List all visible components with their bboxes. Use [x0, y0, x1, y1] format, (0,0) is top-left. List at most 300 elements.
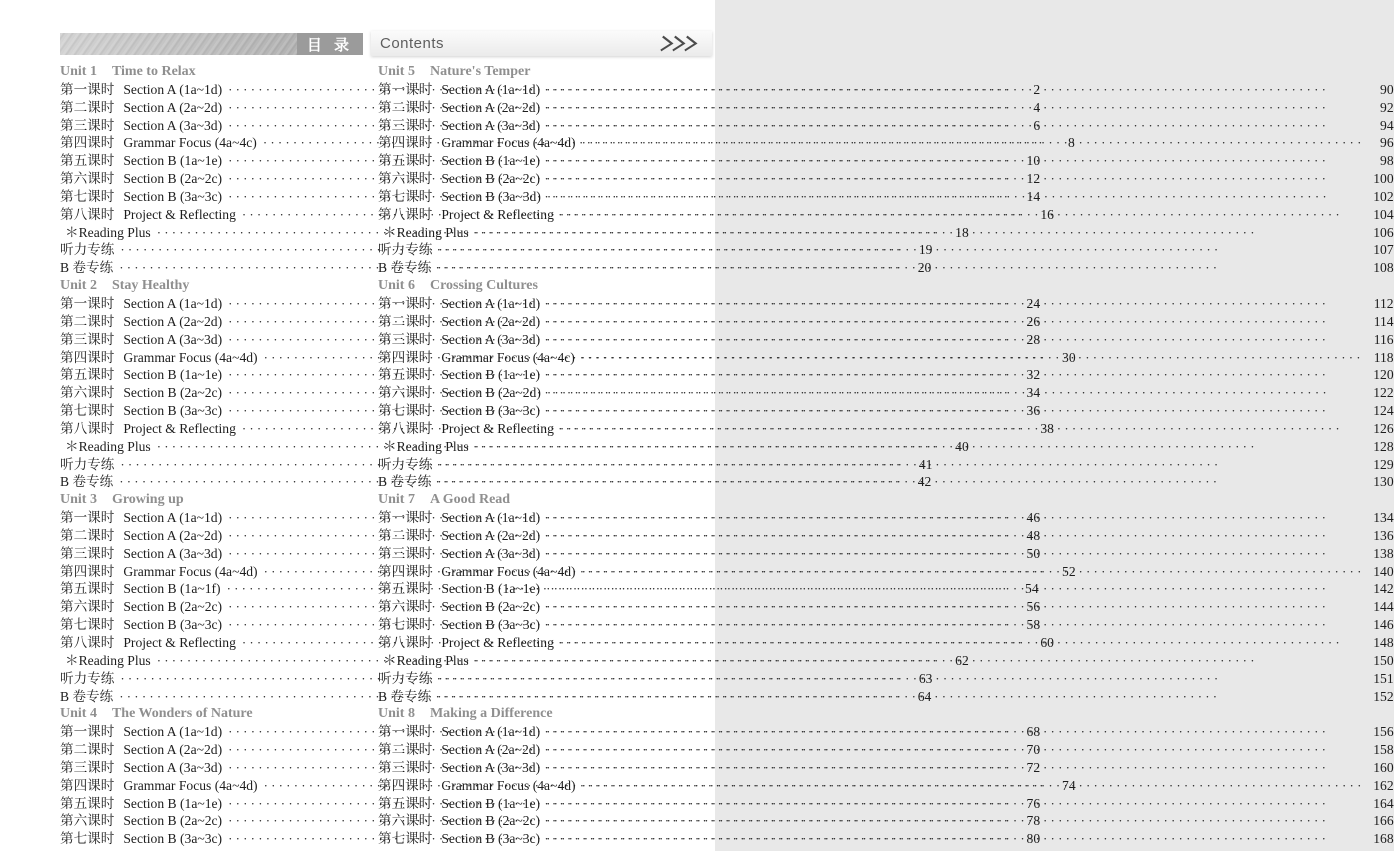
- unit-number: Unit 3: [60, 492, 97, 508]
- dot-leader: [560, 206, 1365, 224]
- lesson-title: ＊Reading Plus: [383, 652, 469, 668]
- page-number: 136: [1373, 527, 1394, 543]
- toc-entry: [378, 349, 1394, 367]
- page-number: 118: [1373, 349, 1394, 365]
- toc-entry: [378, 652, 1394, 670]
- page-number: 80: [1026, 831, 1041, 847]
- unit-heading: [378, 63, 1394, 81]
- lesson-label: 第七课时: [378, 403, 433, 419]
- lesson-title: Section A (1a~1d): [123, 81, 223, 97]
- toc-entry: [60, 616, 1041, 634]
- toc-entry: [378, 634, 1394, 652]
- page-number: 92: [1380, 99, 1394, 115]
- lesson-label: 第二课时: [60, 313, 115, 329]
- lesson-label: 第六课时: [60, 171, 115, 187]
- toc-entry: [378, 545, 1394, 563]
- lesson-title: Section B (3a~3c): [123, 831, 223, 847]
- lesson-title: Section B (1a~1e): [441, 795, 541, 811]
- page-number: 90: [1380, 81, 1394, 97]
- toc-entry: [60, 313, 1041, 331]
- page-number: 100: [1373, 171, 1394, 187]
- dot-leader: [437, 259, 1364, 277]
- page-number: 107: [1373, 242, 1394, 258]
- lesson-label: 第二课时: [60, 99, 115, 115]
- dot-leader: [560, 634, 1365, 652]
- lesson-title: Section A (2a~2d): [123, 99, 223, 115]
- lesson-label: 第八课时: [378, 206, 433, 222]
- lesson-label: 第六课时: [378, 813, 433, 829]
- lesson-label: 第六课时: [60, 813, 115, 829]
- toc-entry: [378, 420, 1394, 438]
- dot-leader: [546, 795, 1365, 813]
- toc-entry: [60, 152, 1041, 170]
- toc-entry: [60, 509, 1041, 527]
- unit-heading: [60, 705, 361, 723]
- page-number: 36: [1026, 403, 1041, 419]
- dot-leader: [546, 81, 1365, 99]
- page-number: 158: [1373, 742, 1394, 758]
- lesson-label: 第一课时: [60, 295, 115, 311]
- toc-entry: [60, 241, 933, 259]
- lesson-title: Section A (1a~1d): [441, 510, 541, 526]
- dot-leader: [438, 241, 1364, 259]
- toc-entry: [60, 812, 1041, 830]
- lesson-title: Section A (3a~3d): [441, 545, 541, 561]
- dot-leader: [546, 598, 1365, 616]
- dot-leader: [546, 117, 1365, 135]
- lesson-label: 第四课时: [60, 349, 115, 365]
- dot-leader: [546, 723, 1365, 741]
- toc-entry: [60, 402, 1041, 420]
- lesson-title: Section B (1a~1e): [123, 795, 223, 811]
- page-number: 14: [1026, 188, 1041, 204]
- page-number: 28: [1026, 331, 1041, 347]
- toc-entry: [60, 331, 1041, 349]
- lesson-label: 第七课时: [60, 188, 115, 204]
- lesson-title: 听力专练: [378, 456, 433, 472]
- page-number: 24: [1026, 295, 1041, 311]
- lesson-title: 听力专练: [60, 456, 115, 472]
- page-number: 148: [1373, 635, 1394, 650]
- dot-leader: [582, 777, 1365, 795]
- toc-title-box: [297, 33, 363, 55]
- toc-banner: [60, 33, 363, 55]
- lesson-label: 第二课时: [378, 99, 433, 115]
- toc-entry: [378, 795, 1394, 813]
- lesson-label: 第二课时: [378, 742, 433, 758]
- dot-leader: [582, 563, 1365, 581]
- lesson-label: 第五课时: [60, 581, 115, 597]
- unit-heading: [60, 277, 361, 295]
- page-number: 156: [1373, 724, 1394, 740]
- dot-leader: [581, 349, 1365, 367]
- lesson-title: Grammar Focus (4a~4d): [123, 777, 258, 793]
- page-number: 26: [1026, 313, 1041, 329]
- page-number: 63: [918, 670, 933, 686]
- toc-entry: [60, 598, 1041, 616]
- unit-number: Unit 4: [60, 706, 97, 722]
- page-number: 150: [1373, 652, 1394, 668]
- lesson-title: 听力专练: [60, 670, 115, 686]
- lesson-label: 第八课时: [60, 206, 115, 222]
- dot-leader: [546, 830, 1365, 848]
- dot-leader: [546, 170, 1365, 188]
- toc-entry: [60, 634, 1054, 652]
- contents-banner: [371, 31, 712, 56]
- toc-entry: [378, 99, 1394, 117]
- page-number: 30: [1062, 349, 1076, 365]
- dot-leader: [546, 509, 1365, 527]
- lesson-title: Section B (2a~2c): [123, 599, 223, 615]
- lesson-label: 第五课时: [60, 367, 115, 383]
- toc-entry: [378, 670, 1394, 688]
- page-number: 96: [1380, 135, 1394, 151]
- toc-entry: [378, 170, 1394, 188]
- page-number: 151: [1373, 670, 1394, 686]
- toc-entry: [60, 670, 933, 688]
- lesson-title: Section B (2a~2c): [441, 599, 541, 615]
- lesson-title: Project & Reflecting: [441, 635, 554, 650]
- lesson-label: 第八课时: [378, 635, 433, 650]
- lesson-label: 第三课时: [378, 759, 433, 775]
- page-number: 42: [917, 474, 932, 490]
- page-number: 6: [1033, 117, 1041, 133]
- toc-entry: [60, 795, 1041, 813]
- toc-entry: [60, 652, 969, 670]
- page-number: 126: [1373, 420, 1394, 436]
- toc-entry: [60, 224, 969, 242]
- dot-leader: [437, 473, 1364, 491]
- page-number: 162: [1373, 777, 1394, 793]
- lesson-label: 第五课时: [378, 795, 433, 811]
- toc-entry: [60, 545, 1041, 563]
- lesson-label: 第四课时: [60, 777, 115, 793]
- page-number: 130: [1373, 474, 1394, 490]
- page-number: 46: [1026, 510, 1041, 526]
- lesson-title: Section B (3a~3c): [123, 403, 223, 419]
- lesson-label: 第八课时: [378, 420, 433, 436]
- page-number: 164: [1373, 795, 1394, 811]
- toc-entry: [60, 259, 932, 277]
- unit-number: Unit 6: [378, 278, 415, 294]
- page-number: 152: [1373, 688, 1394, 704]
- toc-entry: [378, 295, 1394, 313]
- toc-entry: [60, 527, 1041, 545]
- lesson-title: 听力专练: [378, 242, 433, 258]
- lesson-label: 第一课时: [378, 81, 433, 97]
- page-number: 56: [1026, 599, 1041, 615]
- lesson-title: Section A (1a~1d): [123, 510, 223, 526]
- toc-column-right: [378, 63, 1394, 851]
- lesson-title: Section B (2a~2c): [123, 385, 223, 401]
- dot-leader: [475, 652, 1365, 670]
- toc-entry: [378, 384, 1394, 402]
- lesson-label: 第七课时: [378, 831, 433, 847]
- toc-entry: [378, 81, 1394, 99]
- lesson-label: 第四课时: [378, 135, 433, 151]
- unit-title: Stay Healthy: [111, 278, 190, 294]
- page-number: 41: [918, 456, 933, 472]
- toc-entry: [378, 224, 1394, 242]
- triple-chevron-icon: [654, 35, 698, 52]
- toc-entry: [60, 206, 1054, 224]
- toc-entry: [60, 777, 1076, 795]
- dot-leader: [438, 456, 1364, 474]
- lesson-title: Section B (1a~1f): [123, 581, 221, 597]
- lesson-title: Section A (2a~2d): [123, 313, 223, 329]
- unit-heading: [378, 705, 1394, 723]
- page-number: 140: [1373, 563, 1394, 579]
- toc-title: 目 录: [306, 36, 353, 54]
- toc-entry: [60, 688, 932, 706]
- lesson-title: Section B (2a~2c): [441, 171, 541, 187]
- page-number: 78: [1026, 813, 1041, 829]
- toc-entry: [378, 188, 1394, 206]
- toc-entry: [378, 509, 1394, 527]
- lesson-title: Section B (2a~2d): [441, 385, 541, 401]
- lesson-title: Grammar Focus (4a~4d): [123, 349, 258, 365]
- dot-leader: [582, 134, 1365, 152]
- lesson-label: 第六课时: [60, 599, 115, 615]
- lesson-label: 第六课时: [378, 385, 433, 401]
- lesson-title: Grammar Focus (4a~4d): [441, 563, 576, 579]
- lesson-title: Section B (2a~2c): [123, 813, 223, 829]
- page-number: 128: [1373, 438, 1394, 454]
- lesson-title: Section A (1a~1d): [441, 724, 541, 740]
- toc-entry: [60, 723, 1041, 741]
- unit-title: Nature's Temper: [429, 64, 531, 79]
- lesson-label: 第八课时: [60, 635, 115, 650]
- lesson-label: 第七课时: [60, 617, 115, 633]
- toc-entry: [60, 99, 1041, 117]
- toc-entry: [378, 438, 1394, 456]
- unit-number: Unit 5: [378, 64, 415, 79]
- lesson-title: ＊Reading Plus: [65, 438, 151, 454]
- toc-entry: [60, 438, 969, 456]
- toc-entry: [378, 741, 1394, 759]
- lesson-title: Section B (3a~3d): [441, 188, 541, 204]
- lesson-title: Section A (2a~2d): [123, 742, 223, 758]
- page-number: 122: [1373, 385, 1394, 401]
- lesson-title: Section B (2a~2c): [441, 813, 541, 829]
- toc-entry: [378, 598, 1394, 616]
- lesson-title: ＊Reading Plus: [65, 652, 151, 668]
- lesson-label: 第二课时: [60, 527, 115, 543]
- page-number: 12: [1026, 171, 1041, 187]
- lesson-title: Grammar Focus (4a~4d): [123, 563, 258, 579]
- lesson-label: 第六课时: [378, 599, 433, 615]
- lesson-title: ＊Reading Plus: [383, 224, 469, 240]
- page-number: 52: [1062, 563, 1076, 579]
- page-number: 62: [955, 652, 969, 668]
- lesson-title: Grammar Focus (4a~4c): [441, 349, 575, 365]
- lesson-title: Section A (2a~2d): [123, 527, 223, 543]
- lesson-title: B 卷专练: [378, 474, 432, 490]
- lesson-title: Section A (3a~3d): [441, 759, 541, 775]
- lesson-title: 听力专练: [60, 242, 115, 258]
- lesson-title: Section B (3a~3c): [441, 403, 541, 419]
- dot-leader: [546, 759, 1365, 777]
- page-number: 32: [1026, 367, 1041, 383]
- unit-number: Unit 7: [378, 492, 415, 508]
- lesson-title: Project & Reflecting: [123, 635, 236, 650]
- lesson-label: 第七课时: [60, 831, 115, 847]
- dot-leader: [546, 152, 1365, 170]
- toc-entry: [60, 117, 1041, 135]
- lesson-label: 第五课时: [60, 795, 115, 811]
- page-number: 40: [955, 438, 969, 454]
- toc-entry: [378, 134, 1394, 152]
- page-number: 112: [1373, 295, 1394, 311]
- lesson-title: Section B (3a~3c): [441, 617, 541, 633]
- lesson-label: 第三课时: [378, 331, 433, 347]
- lesson-title: Project & Reflecting: [123, 206, 236, 222]
- toc-entry: [60, 456, 933, 474]
- page-number: 114: [1373, 313, 1394, 329]
- page-number: 106: [1373, 224, 1394, 240]
- unit-number: Unit 2: [60, 278, 97, 294]
- lesson-title: B 卷专练: [378, 260, 432, 276]
- lesson-title: Grammar Focus (4a~4d): [441, 135, 576, 151]
- lesson-title: Section A (3a~3d): [123, 331, 223, 347]
- page-number: 2: [1033, 81, 1041, 97]
- lesson-label: 第三课时: [378, 117, 433, 133]
- dot-leader: [546, 580, 1365, 598]
- toc-entry: [378, 777, 1394, 795]
- unit-heading: [60, 491, 361, 509]
- lesson-title: Section B (3a~3c): [123, 617, 223, 633]
- page-number: 144: [1373, 599, 1394, 615]
- dot-leader: [437, 688, 1364, 706]
- dot-leader: [546, 545, 1365, 563]
- unit-title: Crossing Cultures: [429, 278, 538, 294]
- toc-entry: [378, 402, 1394, 420]
- lesson-label: 第四课时: [378, 563, 433, 579]
- page-number: 146: [1373, 617, 1394, 633]
- lesson-title: Section A (3a~3d): [441, 117, 541, 133]
- dot-leader: [546, 313, 1365, 331]
- lesson-title: ＊Reading Plus: [383, 438, 469, 454]
- page-number: 120: [1373, 367, 1394, 383]
- dot-leader: [475, 438, 1365, 456]
- lesson-title: Grammar Focus (4a~4d): [441, 777, 576, 793]
- toc-entry: [60, 759, 1041, 777]
- lesson-title: Section A (3a~3d): [123, 759, 223, 775]
- page-number: 50: [1026, 545, 1041, 561]
- unit-title: The Wonders of Nature: [111, 706, 253, 722]
- page-number: 18: [955, 224, 969, 240]
- toc-entry: [378, 563, 1394, 581]
- toc-entry: [378, 527, 1394, 545]
- unit-title: A Good Read: [429, 492, 511, 508]
- lesson-label: 第一课时: [60, 724, 115, 740]
- dot-leader: [475, 224, 1365, 242]
- page-number: 166: [1373, 813, 1394, 829]
- toc-entry: [60, 830, 1041, 848]
- dot-leader: [546, 366, 1365, 384]
- page-number: 8: [1068, 135, 1075, 151]
- dot-leader: [546, 331, 1365, 349]
- dot-leader: [546, 616, 1365, 634]
- lesson-title: B 卷专练: [60, 688, 114, 704]
- lesson-title: Section A (1a~1d): [441, 81, 541, 97]
- page-number: 116: [1373, 331, 1394, 347]
- lesson-title: Section A (1a~1d): [123, 295, 223, 311]
- dot-leader: [547, 384, 1365, 402]
- dot-leader: [546, 99, 1365, 117]
- page-number: 124: [1373, 403, 1394, 419]
- toc-entry: [378, 830, 1394, 848]
- lesson-title: Section B (1a~1e): [123, 153, 223, 169]
- lesson-label: 第一课时: [60, 510, 115, 526]
- page-number: 72: [1026, 759, 1041, 775]
- lesson-title: Grammar Focus (4a~4c): [123, 135, 257, 151]
- lesson-label: 第七课时: [378, 188, 433, 204]
- toc-entry: [60, 473, 932, 491]
- toc-entry: [60, 366, 1041, 384]
- lesson-title: Section A (3a~3d): [123, 545, 223, 561]
- lesson-label: 第三课时: [378, 545, 433, 561]
- page-number: 108: [1373, 260, 1394, 276]
- page-number: 20: [917, 260, 932, 276]
- lesson-title: Section B (1a~1e): [123, 367, 223, 383]
- page-number: 94: [1380, 117, 1394, 133]
- lesson-label: 第二课时: [60, 742, 115, 758]
- toc-entry: [60, 295, 1041, 313]
- lesson-label: 第七课时: [378, 617, 433, 633]
- lesson-label: 第一课时: [378, 510, 433, 526]
- lesson-label: 第二课时: [378, 313, 433, 329]
- toc-entry: [378, 580, 1394, 598]
- page-number: 38: [1040, 420, 1054, 436]
- lesson-label: 第四课时: [378, 349, 433, 365]
- page-number: 16: [1040, 206, 1054, 222]
- toc-entry: [378, 206, 1394, 224]
- page-number: 10: [1026, 153, 1041, 169]
- lesson-title: Section A (3a~3d): [123, 117, 223, 133]
- lesson-title: B 卷专练: [60, 260, 114, 276]
- dot-leader: [546, 527, 1365, 545]
- page-number: 70: [1026, 742, 1041, 758]
- lesson-label: 第四课时: [60, 135, 115, 151]
- lesson-title: B 卷专练: [378, 688, 432, 704]
- page-number: 68: [1026, 724, 1041, 740]
- toc-entry: [378, 759, 1394, 777]
- page-number: 48: [1026, 527, 1041, 543]
- page-number: 60: [1040, 635, 1054, 650]
- toc-entry: [378, 812, 1394, 830]
- lesson-title: Project & Reflecting: [123, 420, 236, 436]
- toc-entry: [60, 420, 1054, 438]
- toc-entry: [378, 616, 1394, 634]
- lesson-title: ＊Reading Plus: [65, 224, 151, 240]
- lesson-label: 第六课时: [60, 385, 115, 401]
- unit-number: Unit 8: [378, 706, 415, 722]
- lesson-label: 第一课时: [60, 81, 115, 97]
- toc-body: [60, 63, 1394, 851]
- lesson-label: 第三课时: [60, 759, 115, 775]
- toc-entry: [378, 723, 1394, 741]
- toc-entry: [378, 241, 1394, 259]
- toc-entry: [60, 741, 1041, 759]
- page-number: 76: [1026, 795, 1041, 811]
- lesson-label: 第八课时: [60, 420, 115, 436]
- lesson-label: 第五课时: [378, 367, 433, 383]
- dot-leader: [546, 741, 1365, 759]
- page-number: 74: [1062, 777, 1076, 793]
- page-number: 34: [1026, 385, 1041, 401]
- dot-leader: [560, 420, 1365, 438]
